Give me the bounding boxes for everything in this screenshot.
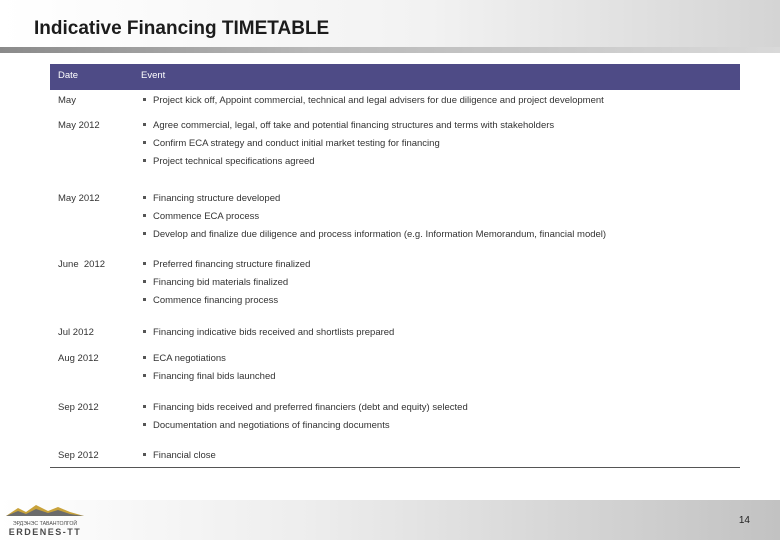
event-item: Financing structure developed [143, 193, 280, 204]
row-date: Aug 2012 [58, 353, 99, 364]
bullet-icon [143, 123, 146, 126]
event-item: Commence financing process [143, 295, 278, 306]
event-item: Develop and finalize due diligence and process information (e.g. Information Memorandum, financial model) [143, 229, 606, 240]
bullet-icon [143, 374, 146, 377]
event-item: Agree commercial, legal, off take and potential financing structures and terms with stakeholders [143, 120, 554, 131]
bullet-icon [143, 298, 146, 301]
event-item: Commence ECA process [143, 211, 259, 222]
event-item: Preferred financing structure finalized [143, 259, 310, 270]
event-item: ECA negotiations [143, 353, 226, 364]
bullet-icon [143, 214, 146, 217]
row-date: Jul 2012 [58, 327, 94, 338]
event-item: Financing final bids launched [143, 371, 276, 382]
row-date: May [58, 95, 76, 106]
header-date: Date [58, 70, 79, 81]
table-header [50, 64, 740, 90]
company-logo [4, 502, 86, 538]
event-item: Financing indicative bids received and shortlists prepared [143, 327, 394, 338]
footer-bar [0, 500, 780, 540]
title-divider [0, 47, 780, 53]
event-item: Confirm ECA strategy and conduct initial market testing for financing [143, 138, 440, 149]
bullet-icon [143, 159, 146, 162]
logo-line2: ERDENES-TT [8, 527, 82, 537]
bullet-icon [143, 280, 146, 283]
page-title: Indicative Financing TIMETABLE [34, 18, 330, 39]
bullet-icon [143, 98, 146, 101]
bullet-icon [143, 262, 146, 265]
bullet-icon [143, 196, 146, 199]
event-item: Financing bid materials finalized [143, 277, 288, 288]
bullet-icon [143, 405, 146, 408]
row-date: Sep 2012 [58, 450, 99, 461]
event-item: Documentation and negotiations of financing documents [143, 420, 390, 431]
bullet-icon [143, 232, 146, 235]
mountain-logo-icon [4, 502, 86, 538]
bullet-icon [143, 330, 146, 333]
row-date: Sep 2012 [58, 402, 99, 413]
bullet-icon [143, 453, 146, 456]
header-event: Event [141, 70, 166, 81]
event-item: Project technical specifications agreed [143, 156, 315, 167]
bullet-icon [143, 356, 146, 359]
event-item: Financing bids received and preferred financiers (debt and equity) selected [143, 402, 468, 413]
table-bottom-divider [50, 467, 740, 468]
row-date: May 2012 [58, 120, 100, 131]
event-item: Financial close [143, 450, 216, 461]
bullet-icon [143, 141, 146, 144]
row-date: June 2012 [58, 259, 106, 270]
page-number: 14 [738, 515, 750, 526]
row-date: May 2012 [58, 193, 100, 204]
event-item: Project kick off, Appoint commercial, technical and legal advisers for due diligence and project development [143, 95, 604, 106]
bullet-icon [143, 423, 146, 426]
logo-line1: ЭРДЭНЭС ТАВАНТОЛГОЙ [12, 521, 78, 527]
